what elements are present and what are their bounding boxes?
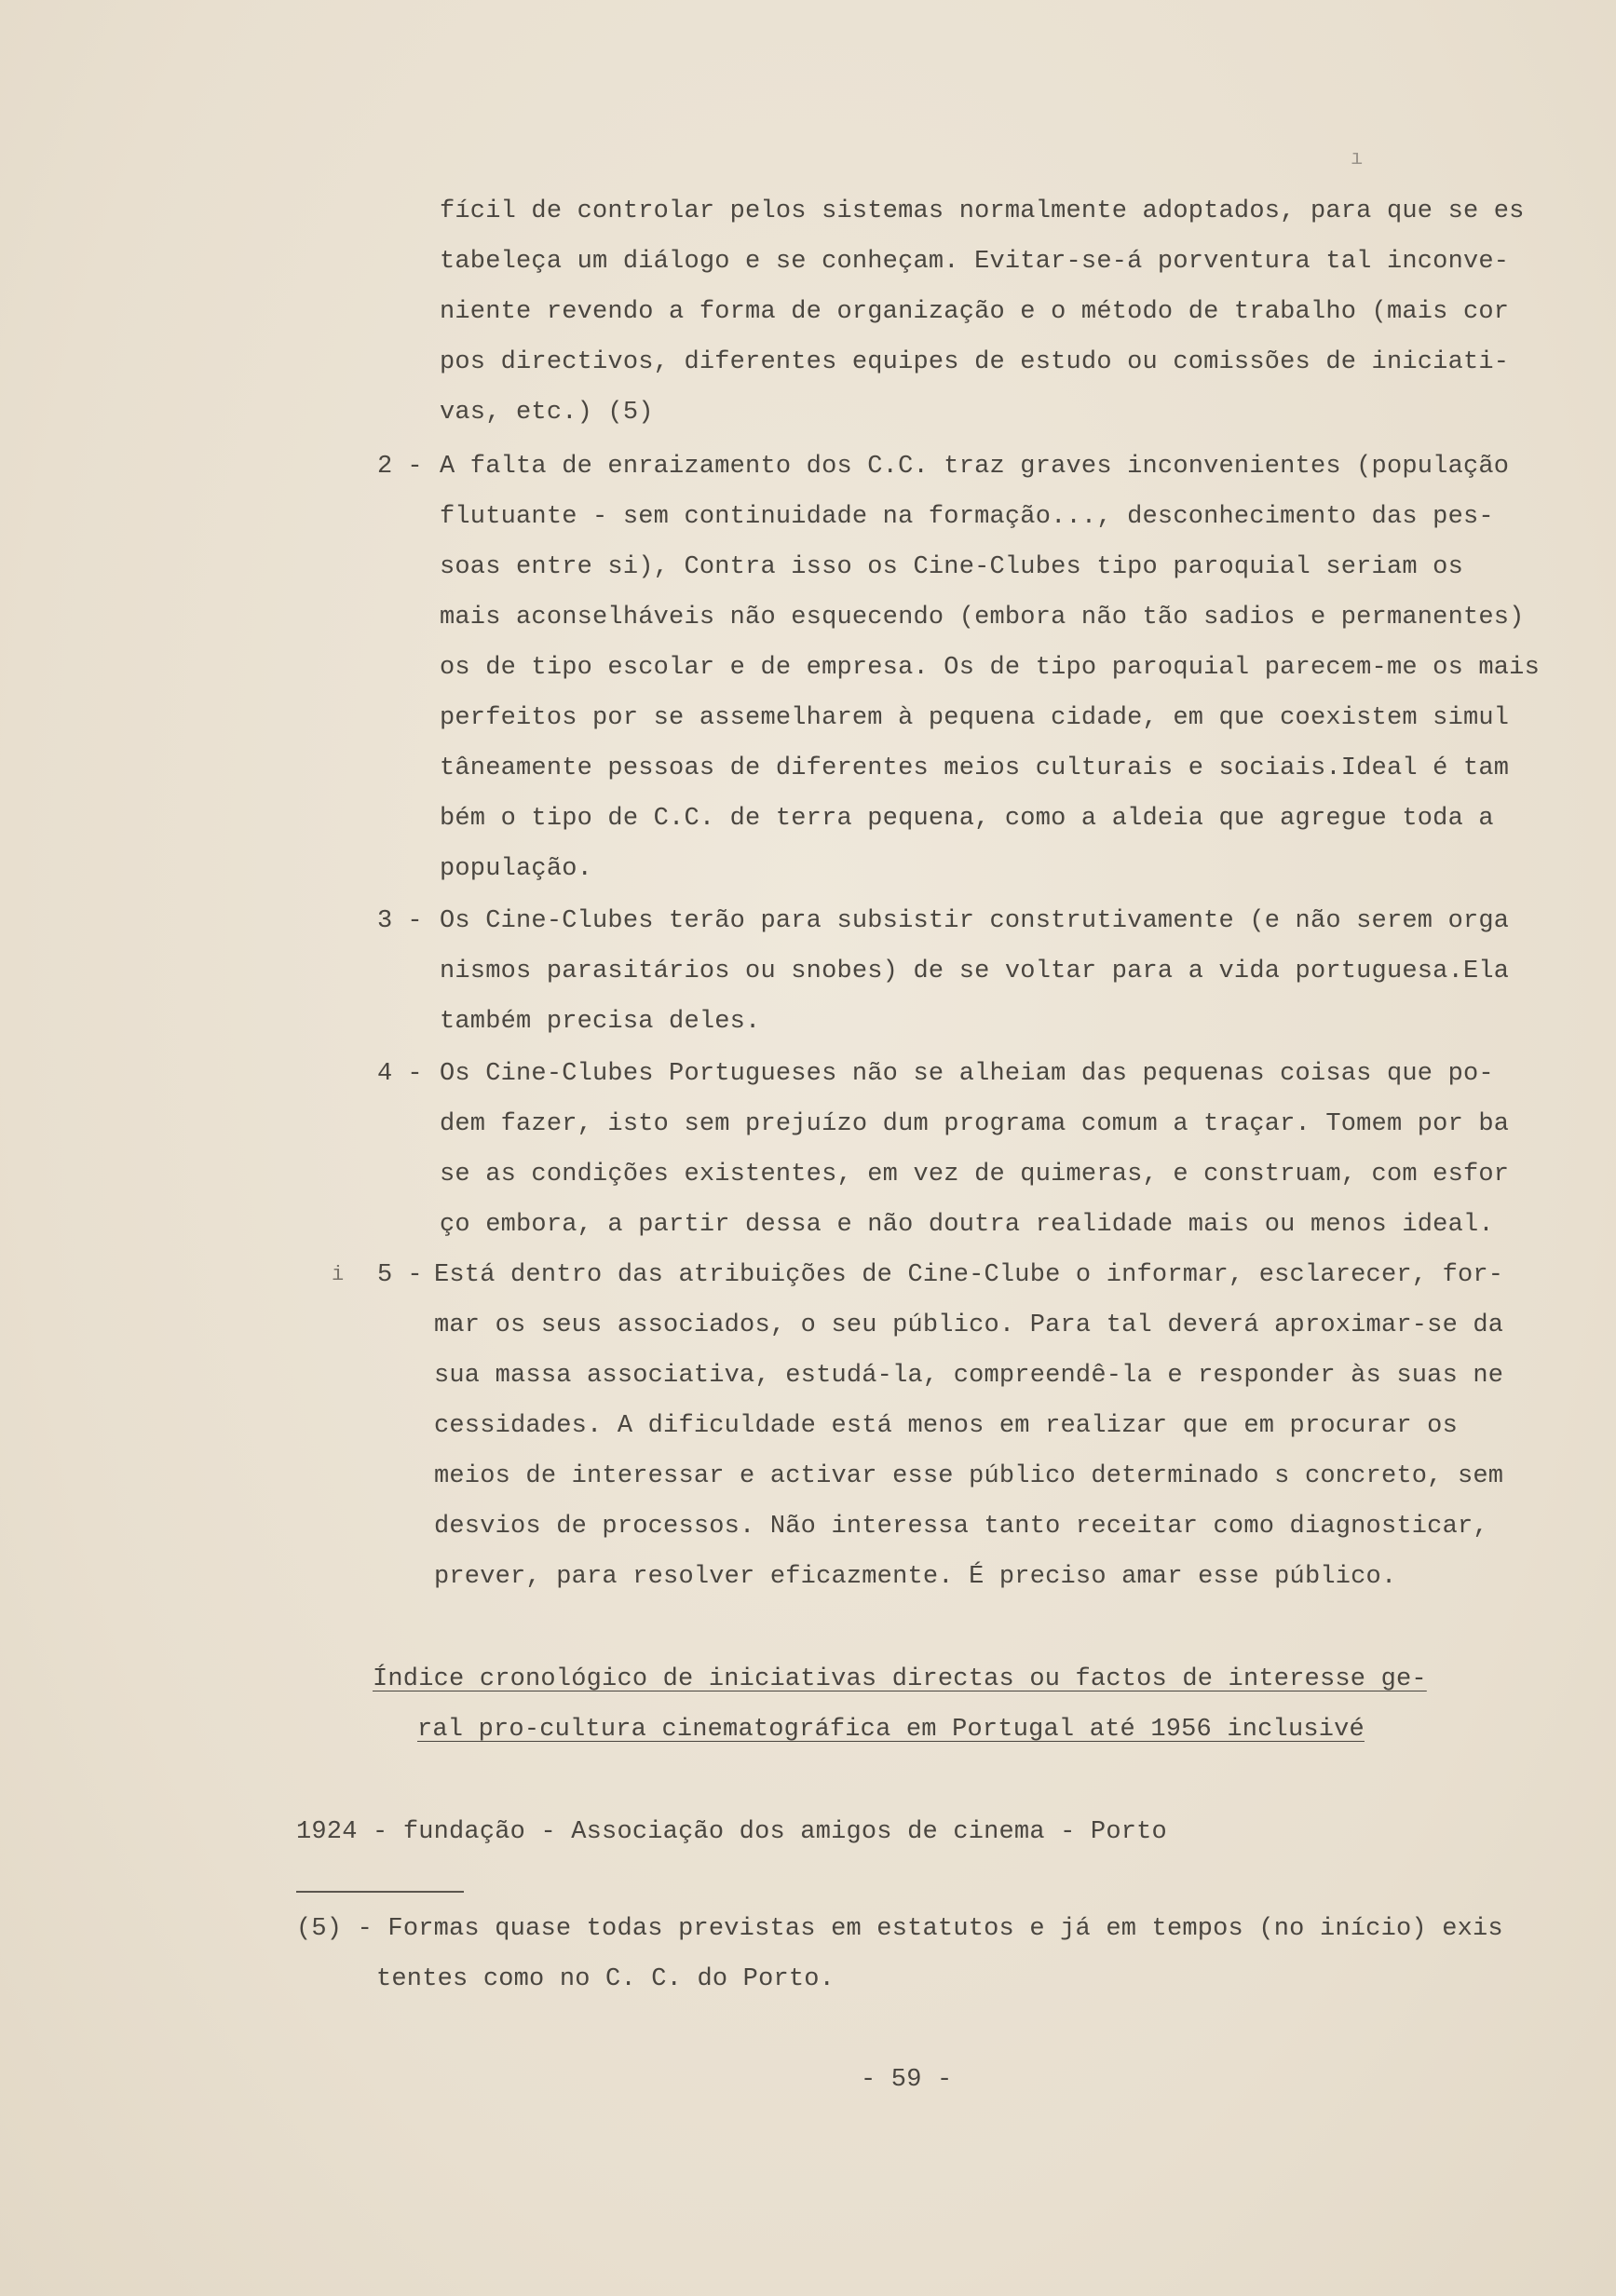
item-2-line-4: mais aconselháveis não esquecendo (embora não tão sadios e permanentes): [440, 604, 1525, 632]
item-5-line-1: Está dentro das atribuições de Cine-Clube o informar, esclarecer, for-: [434, 1261, 1504, 1289]
continuation-line-3: niente revendo a forma de organização e o método de trabalho (mais cor: [440, 298, 1510, 326]
item-3-line-1: Os Cine-Clubes terão para subsistir construtivamente (e não serem orga: [440, 907, 1510, 935]
item-3-line-2: nismos parasitários ou snobes) de se voltar para a vida portuguesa.Ela: [440, 958, 1510, 985]
margin-marker: i: [332, 1263, 345, 1286]
continuation-line-1: fícil de controlar pelos sistemas normalmente adoptados, para que se es: [440, 197, 1525, 225]
item-5-line-7: prever, para resolver eficazmente. É preciso amar esse público.: [434, 1563, 1397, 1591]
index-heading-line-1: Índice cronológico de iniciativas directas ou factos de interesse ge-: [373, 1665, 1427, 1693]
item-2-line-2: flutuante - sem continuidade na formação..., desconhecimento das pes-: [440, 503, 1494, 531]
footnote-rule: [296, 1891, 464, 1893]
item-4-line-2: dem fazer, isto sem prejuízo dum programa comum a traçar. Tomem por ba: [440, 1110, 1510, 1138]
item-5-line-3: sua massa associativa, estudá-la, compreendê-la e responder às suas ne: [434, 1362, 1504, 1390]
item-5-line-5: meios de interessar e activar esse público determinado s concreto, sem: [434, 1462, 1504, 1490]
item-2-line-8: bém o tipo de C.C. de terra pequena, como a aldeia que agregue toda a: [440, 805, 1494, 833]
item-2-line-7: tâneamente pessoas de diferentes meios culturais e sociais.Ideal é tam: [440, 754, 1510, 782]
item-4-line-1: Os Cine-Clubes Portugueses não se alheiam das pequenas coisas que po-: [440, 1060, 1494, 1088]
item-2-line-1: A falta de enraizamento dos C.C. traz graves inconvenientes (população: [440, 453, 1510, 481]
continuation-line-2: tabeleça um diálogo e se conheçam. Evitar-se-á porventura tal inconve-: [440, 248, 1510, 276]
item-4-line-4: ço embora, a partir dessa e não doutra realidade mais ou menos ideal.: [440, 1211, 1494, 1239]
item-2-line-9: população.: [440, 855, 593, 883]
item-3-line-3: também precisa deles.: [440, 1008, 761, 1036]
item-4-line-3: se as condições existentes, em vez de quimeras, e construam, com esfor: [440, 1161, 1510, 1189]
item-5-line-4: cessidades. A dificuldade está menos em realizar que em procurar os: [434, 1412, 1458, 1440]
index-heading-line-2: ral pro-cultura cinematográfica em Portugal até 1956 inclusivé: [417, 1716, 1365, 1744]
corner-mark: ı: [1351, 147, 1364, 170]
item-2-line-5: os de tipo escolar e de empresa. Os de tipo paroquial parecem-me os mais: [440, 654, 1540, 682]
item-5-line-6: desvios de processos. Não interessa tanto receitar como diagnosticar,: [434, 1513, 1488, 1541]
item-5-line-2: mar os seus associados, o seu público. Para tal deverá aproximar-se da: [434, 1311, 1504, 1339]
item-2-line-6: perfeitos por se assemelharem à pequena cidade, em que coexistem simul: [440, 704, 1510, 732]
continuation-line-4: pos directivos, diferentes equipes de estudo ou comissões de iniciati-: [440, 348, 1510, 376]
item-2-number: 2 -: [377, 453, 423, 481]
item-2-line-3: soas entre si), Contra isso os Cine-Clubes tipo paroquial seriam os: [440, 553, 1463, 581]
footnote-line-1: (5) - Formas quase todas previstas em estatutos e já em tempos (no início) exis: [296, 1915, 1503, 1943]
item-4-number: 4 -: [377, 1060, 423, 1088]
chronology-entry: 1924 - fundação - Associação dos amigos de cinema - Porto: [296, 1818, 1167, 1846]
item-5-number: 5 -: [377, 1261, 423, 1289]
item-3-number: 3 -: [377, 907, 423, 935]
footnote-line-2: tentes como no C. C. do Porto.: [376, 1965, 835, 1993]
continuation-line-5: vas, etc.) (5): [440, 399, 654, 427]
page-number: - 59 -: [861, 2066, 953, 2094]
